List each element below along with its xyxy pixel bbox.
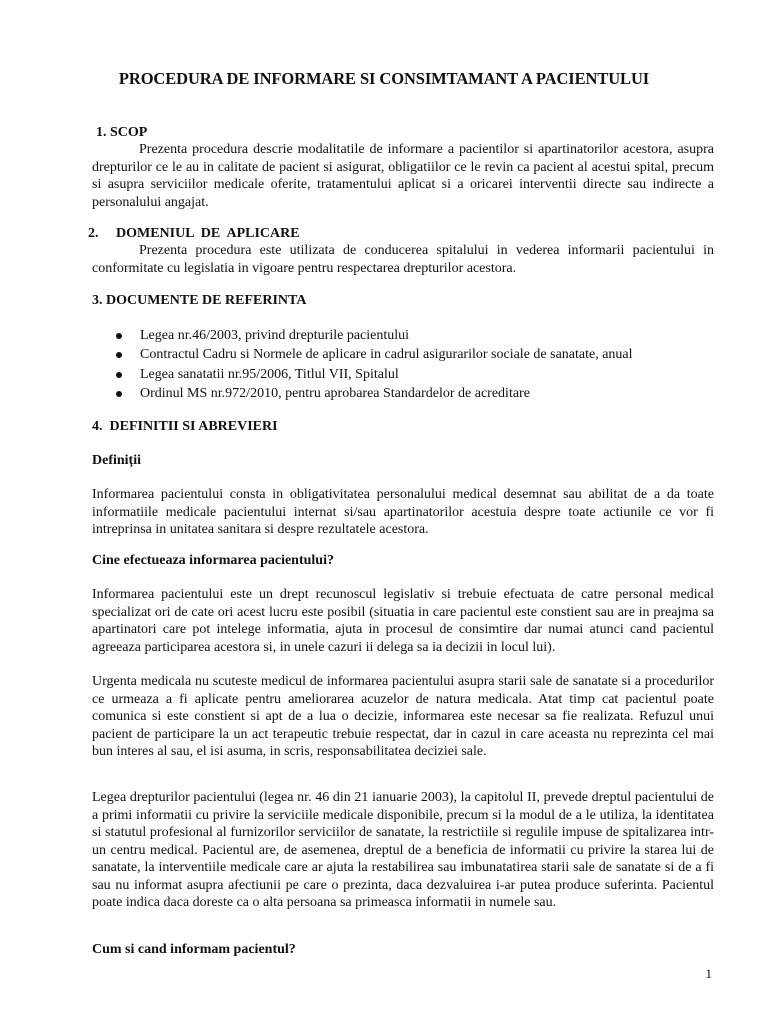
list-item: Ordinul MS nr.972/2010, pentru aprobarea Standardelor de acreditare [112, 384, 633, 403]
bullet-icon [116, 391, 122, 397]
list-item: Contractul Cadru si Normele de aplicare in cadrul asigurarilor sociale de sanatate, anual [112, 345, 633, 364]
bullet-icon [116, 372, 122, 378]
section-heading-definitii: 4. DEFINITII SI ABREVIERI [92, 419, 278, 434]
list-item: Legea sanatatii nr.95/2006, Titlul VII, Spitalul [112, 365, 633, 384]
paragraph-cine-3: Legea drepturilor pacientului (legea nr. 46 din 21 ianuarie 2003), la capitolul II, prevede dreptul pacientului de a primi informatii cu privire la serviciile medicale disponibile, precum si la modul de a le utiliza, la identitatea si statutul profesional al furnizorilor serviciilor de sanatate, la restrictiile si regulile impuse de spitalizarea intr-un centru medical. Pacientul are, de asemenea, dreptul de a beneficia de informatii cu privire la starea lui de sanatate, la interventiile medicale care ar ajuta la restabilirea sau imbunatatirea starii sale de sanatate si de a fi sau nu informat asupra afectiunii pe care o prezinta, daca dezvaluirea i-ar putea produce suferinta. Pacientul poate indica daca doreste ca o alta persoana sa primeasca informatii in numele sau. [92, 790, 714, 910]
paragraph-cine-1: Informarea pacientului este un drept recunoscul legislativ si trebuie efectuata de catre personal medical specializat ori de cate ori acest lucru este posibil (situatia in care pacientul este constient sau are in preajma sa apartinatori care pot intelege informatia, ajuta in procesul de consimtire dar numai atunci cand pacientul agreeaza participarea acestora si, in unele cazuri ii delega sa ia decizii in locul lui). [92, 587, 714, 655]
paragraph-domeniu: Prezenta procedura este utilizata de conducerea spitalului in vederea informarii pacientului in conformitate cu legislatia in vigoare pentru respectarea drepturilor acestora. [92, 243, 714, 276]
section-heading-documente: 3. DOCUMENTE DE REFERINTA [92, 293, 307, 308]
subheading-definitii: Definiții [92, 453, 141, 468]
paragraph-scop: Prezenta procedura descrie modalitatile de informare a pacientilor si apartinatorilor acestora, asupra drepturilor ce le au in calitate de pacient si asigurat, obligatiilor ce le revin ca pacient al acestui spital, precum si asupra serviciilor medicale oferite, tratamentului aplicat si a oricarei interventii directe sau indirecte a personalului angajat. [92, 142, 714, 210]
paragraph-definitii: Informarea pacientului consta in obligativitatea personalului medical desemnat sau abilitat de a da toate informatiile medicale pacientului internat si/sau apartinatorilor acestuia despre toate actiunile ce vor fi intreprinsa in unitatea sanitara si despre rezultatele acestora. [92, 487, 714, 537]
reference-list [112, 326, 633, 403]
bullet-icon [116, 352, 122, 358]
bullet-icon [116, 333, 122, 339]
subheading-cine: Cine efectueaza informarea pacientului? [92, 553, 334, 568]
subheading-cum: Cum si cand informam pacientul? [92, 942, 296, 957]
list-item: Legea nr.46/2003, privind drepturile pacientului [112, 326, 633, 345]
page-number: 1 [705, 966, 712, 981]
document-title: PROCEDURA DE INFORMARE SI CONSIMTAMANT A PACIENTULUI [118, 69, 650, 88]
section-heading-scop: 1. SCOP [96, 125, 148, 140]
paragraph-cine-2: Urgenta medicala nu scuteste medicul de informarea pacientului asupra starii sale de sanatate si a procedurilor ce urmeaza a fi aplicate pentru ameliorarea acuzelor de natura medicala. Atat timp cat pacientul poate comunica si este constient si apt de a lua o decizie, informarea este necesar sa fie realizata. Refuzul unui pacient de participare la un act terapeutic trebuie respectat, dar in cazul in care aceasta nu reprezinta cel mai bun interes al sau, el isi asuma, in scris, responsabilitatea deciziei sale. [92, 674, 714, 759]
section-heading-domeniu: 2. DOMENIUL DE APLICARE [88, 226, 300, 241]
